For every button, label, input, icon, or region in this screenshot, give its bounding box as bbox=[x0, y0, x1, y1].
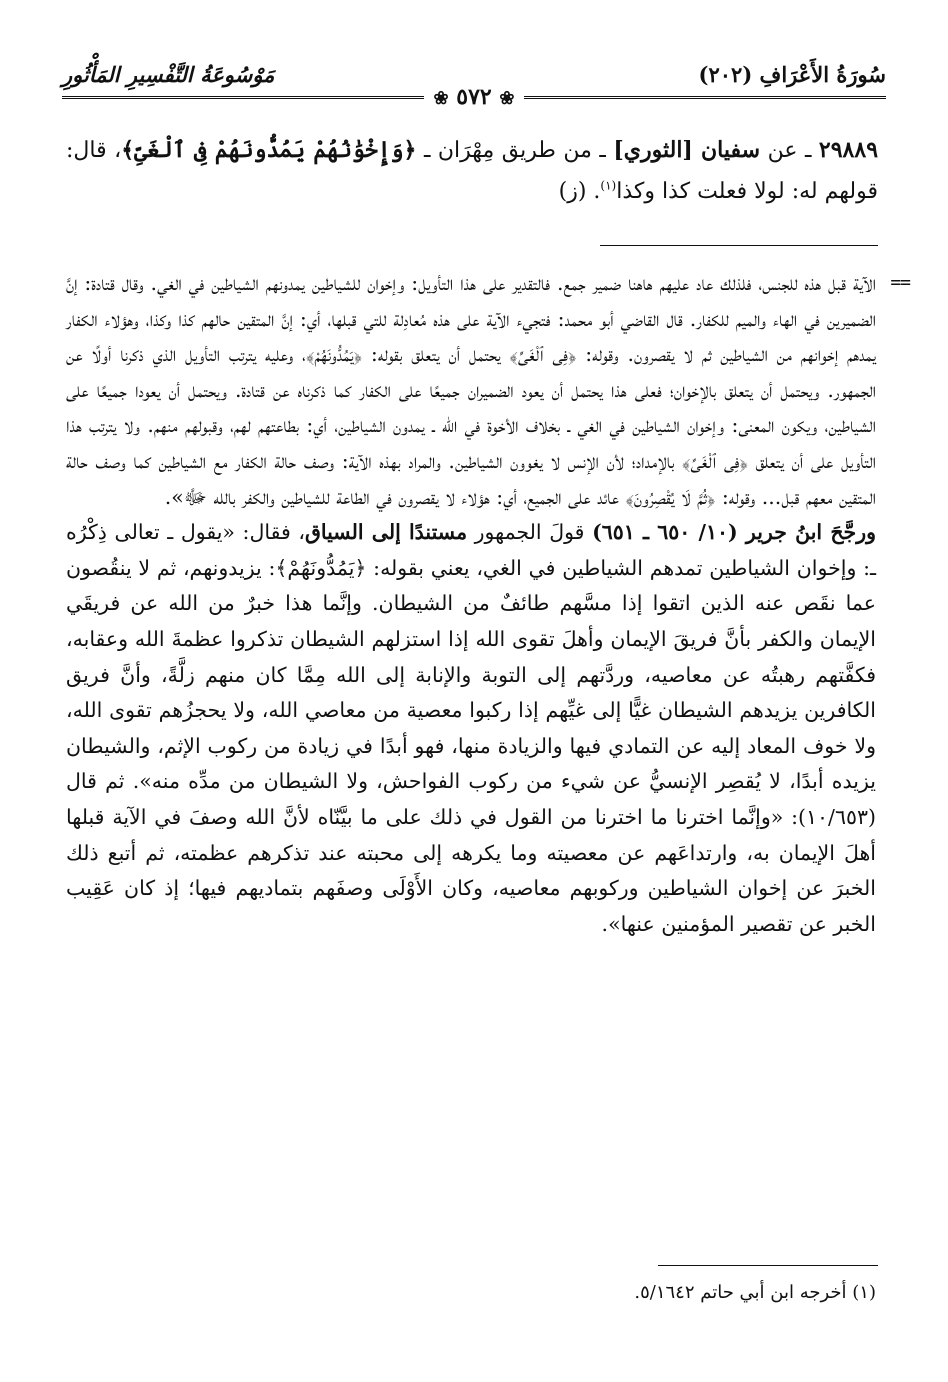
page-number-block bbox=[62, 84, 886, 110]
book-title: مَوْسُوعَةُ التَّفْسِيرِ المَأْثُورِ bbox=[62, 62, 275, 87]
hadith-entry bbox=[66, 130, 878, 212]
ornament-icon: ❀ bbox=[499, 88, 515, 109]
hadith-number: ٢٩٨٨٩ bbox=[818, 137, 879, 163]
footnote: (١) أخرجه ابن أبي حاتم ٥/١٦٤٢. bbox=[634, 1282, 876, 1303]
narrator-name: سفيان [الثوري] bbox=[613, 137, 761, 163]
hadith-text: ، قال: قولهم له: لولا فعلت كذا وكذا bbox=[66, 138, 878, 204]
commentary-block bbox=[66, 266, 876, 942]
ornament-icon: ❀ bbox=[433, 88, 449, 109]
quran-verse: ﴿وَإِخْوَٰنُهُمْ يَمُدُّونَهُمْ فِى ٱلْغَىِّ﴾ bbox=[121, 137, 417, 163]
commentary-paragraph: ورجَّحَ ابنُ جرير (١٠/ ٦٥٠ ـ ٦٥١) قولَ الجمهور مستندًا إلى السياق، فقال: «يقول ـ تعالى ذِكْرُه ـ: وإخوان الشياطين تمدهم الشياطين في الغي، يعني بقوله: ﴿يَمُدُّونَهُمْ﴾: يزيدونهم، ثم لا ينقُصون عما نقَص عنه الذين اتقوا إذا مسَّهم طائفٌ من الشيطان. وإنَّما هذا خبرٌ من الله عن فريقَي الإيمان والكفر بأنَّ فريقَ الإيمان وأهلَ تقوى الله إذا استزلهم الشيطان تذكروا عظمةَ الله وعقابه، فكفَّتهم رهبتُه عن معاصيه، وردَّتهم إلى التوبة والإنابة إلى الله مِمَّا كان منهم زلَّةً، وأنَّ فريق الكافرين يزيدهم الشيطان غيًّا إلى غيِّهم إذا ركبوا معصية من معاصي الله، ولا يحجزُهم تقوى الله، ولا خوف المعاد إليه عن التمادي فيها والزيادة منها، فهو أبدًا في زيادة من ركوب الإثم، والشيطان يزيده أبدًا، لا يُقصِر الإنسيُّ عن شيء من ركوب الفواحش، ولا الشيطان من مدِّه منه». ثم قال (١٠/٦٥٣): «وإنَّما اخترنا ما اخترنا من القول في ذلك على ما بيَّنّاه لأنَّ الله وصفَ في الآية قبلها أهلَ الإيمان به، وارتداعَهم عن معصيته وما يكرهه إلى محبته عند تذكرهم عظمته، ثم أتبع ذلك الخبرَ عن إخوان الشياطين وركوبهم معاصيه، وكان الأَوْلَى وصفَهم بتماديهم فيها؛ إذ كان عَقِيب الخبر عن تقصير المؤمنين عنها». bbox=[66, 520, 877, 936]
hadith-text: ـ من طريق مِهْرَان ـ bbox=[416, 138, 614, 163]
footnote-marker: (١) bbox=[600, 178, 617, 193]
tarjih-basis: مستندًا إلى السياق bbox=[304, 520, 468, 545]
footnotes bbox=[66, 1278, 876, 1308]
hadith-text: . (ز) bbox=[558, 179, 601, 204]
footnote-separator bbox=[600, 245, 878, 246]
footnote-separator bbox=[658, 1265, 878, 1266]
continuation-mark: == bbox=[890, 272, 910, 293]
tarjih-lead: ورجَّحَ ابنُ جرير (١٠/ ٦٥٠ ـ ٦٥١) bbox=[592, 520, 877, 545]
running-header bbox=[62, 62, 886, 118]
commentary-paragraph: الآية قبل هذه للجنس، فلذلك عاد عليهم هاهنا ضمير جمع. فالتقدير على هذا التأويل: وإخوان للشياطين يمدونهم الشياطين في الغي. وقال قتادة: إنَّ الضميرين في الهاء والميم للكفار. قال القاضي أبو محمد: فتجيء الآية على هذه مُعادِلة للتي قبلها، أي: إنَّ المتقين حالهم كذا وكذا، وهؤلاء الكفار يمدهم إخوانهم من الشياطين ثم لا يقصرون. وقوله: ﴿فِى ٱلْغَىِّ﴾ يحتمل أن يتعلق بقوله: ﴿يَمُدُّونَهُمْ﴾، وعليه يترتب التأويل الذي ذكرنا أولًا عن الجمهور. ويحتمل أن يتعلق بالإخوان؛ فعلى هذا يحتمل أن يعود الضميران جميعًا على الكفار كما ذكرناه عن قتادة. ويحتمل أن يعودا جميعًا على الشياطين، ويكون المعنى: وإخوان الشياطين في الغي ـ بخلاف الأخوة في الله ـ يمدون الشياطين، أي: بطاعتهم لهم، وقبولهم منهم. ولا يترتب هذا التأويل على أن يتعلق ﴿فِى ٱلْغَىِّ﴾ بالإمداد؛ لأن الإنس لا يغوون الشياطين. والمراد بهذه الآية: وصف حالة الكفار مع الشياطين كما وصف حالة المتقين معهم قبل... وقوله: ﴿ثُمَّ لَا يُقْصِرُونَ﴾ عائد على الجميع، أي: هؤلاء لا يقصرون في الطاعة للشياطين والكفر بالله ﷻ». bbox=[66, 271, 876, 509]
surah-title: سُورَةُ الأَعْرَافِ (٢٠٢) bbox=[698, 62, 886, 87]
hadith-text: ـ عن bbox=[760, 138, 819, 163]
page-number: ٥٧٢ bbox=[456, 84, 492, 110]
